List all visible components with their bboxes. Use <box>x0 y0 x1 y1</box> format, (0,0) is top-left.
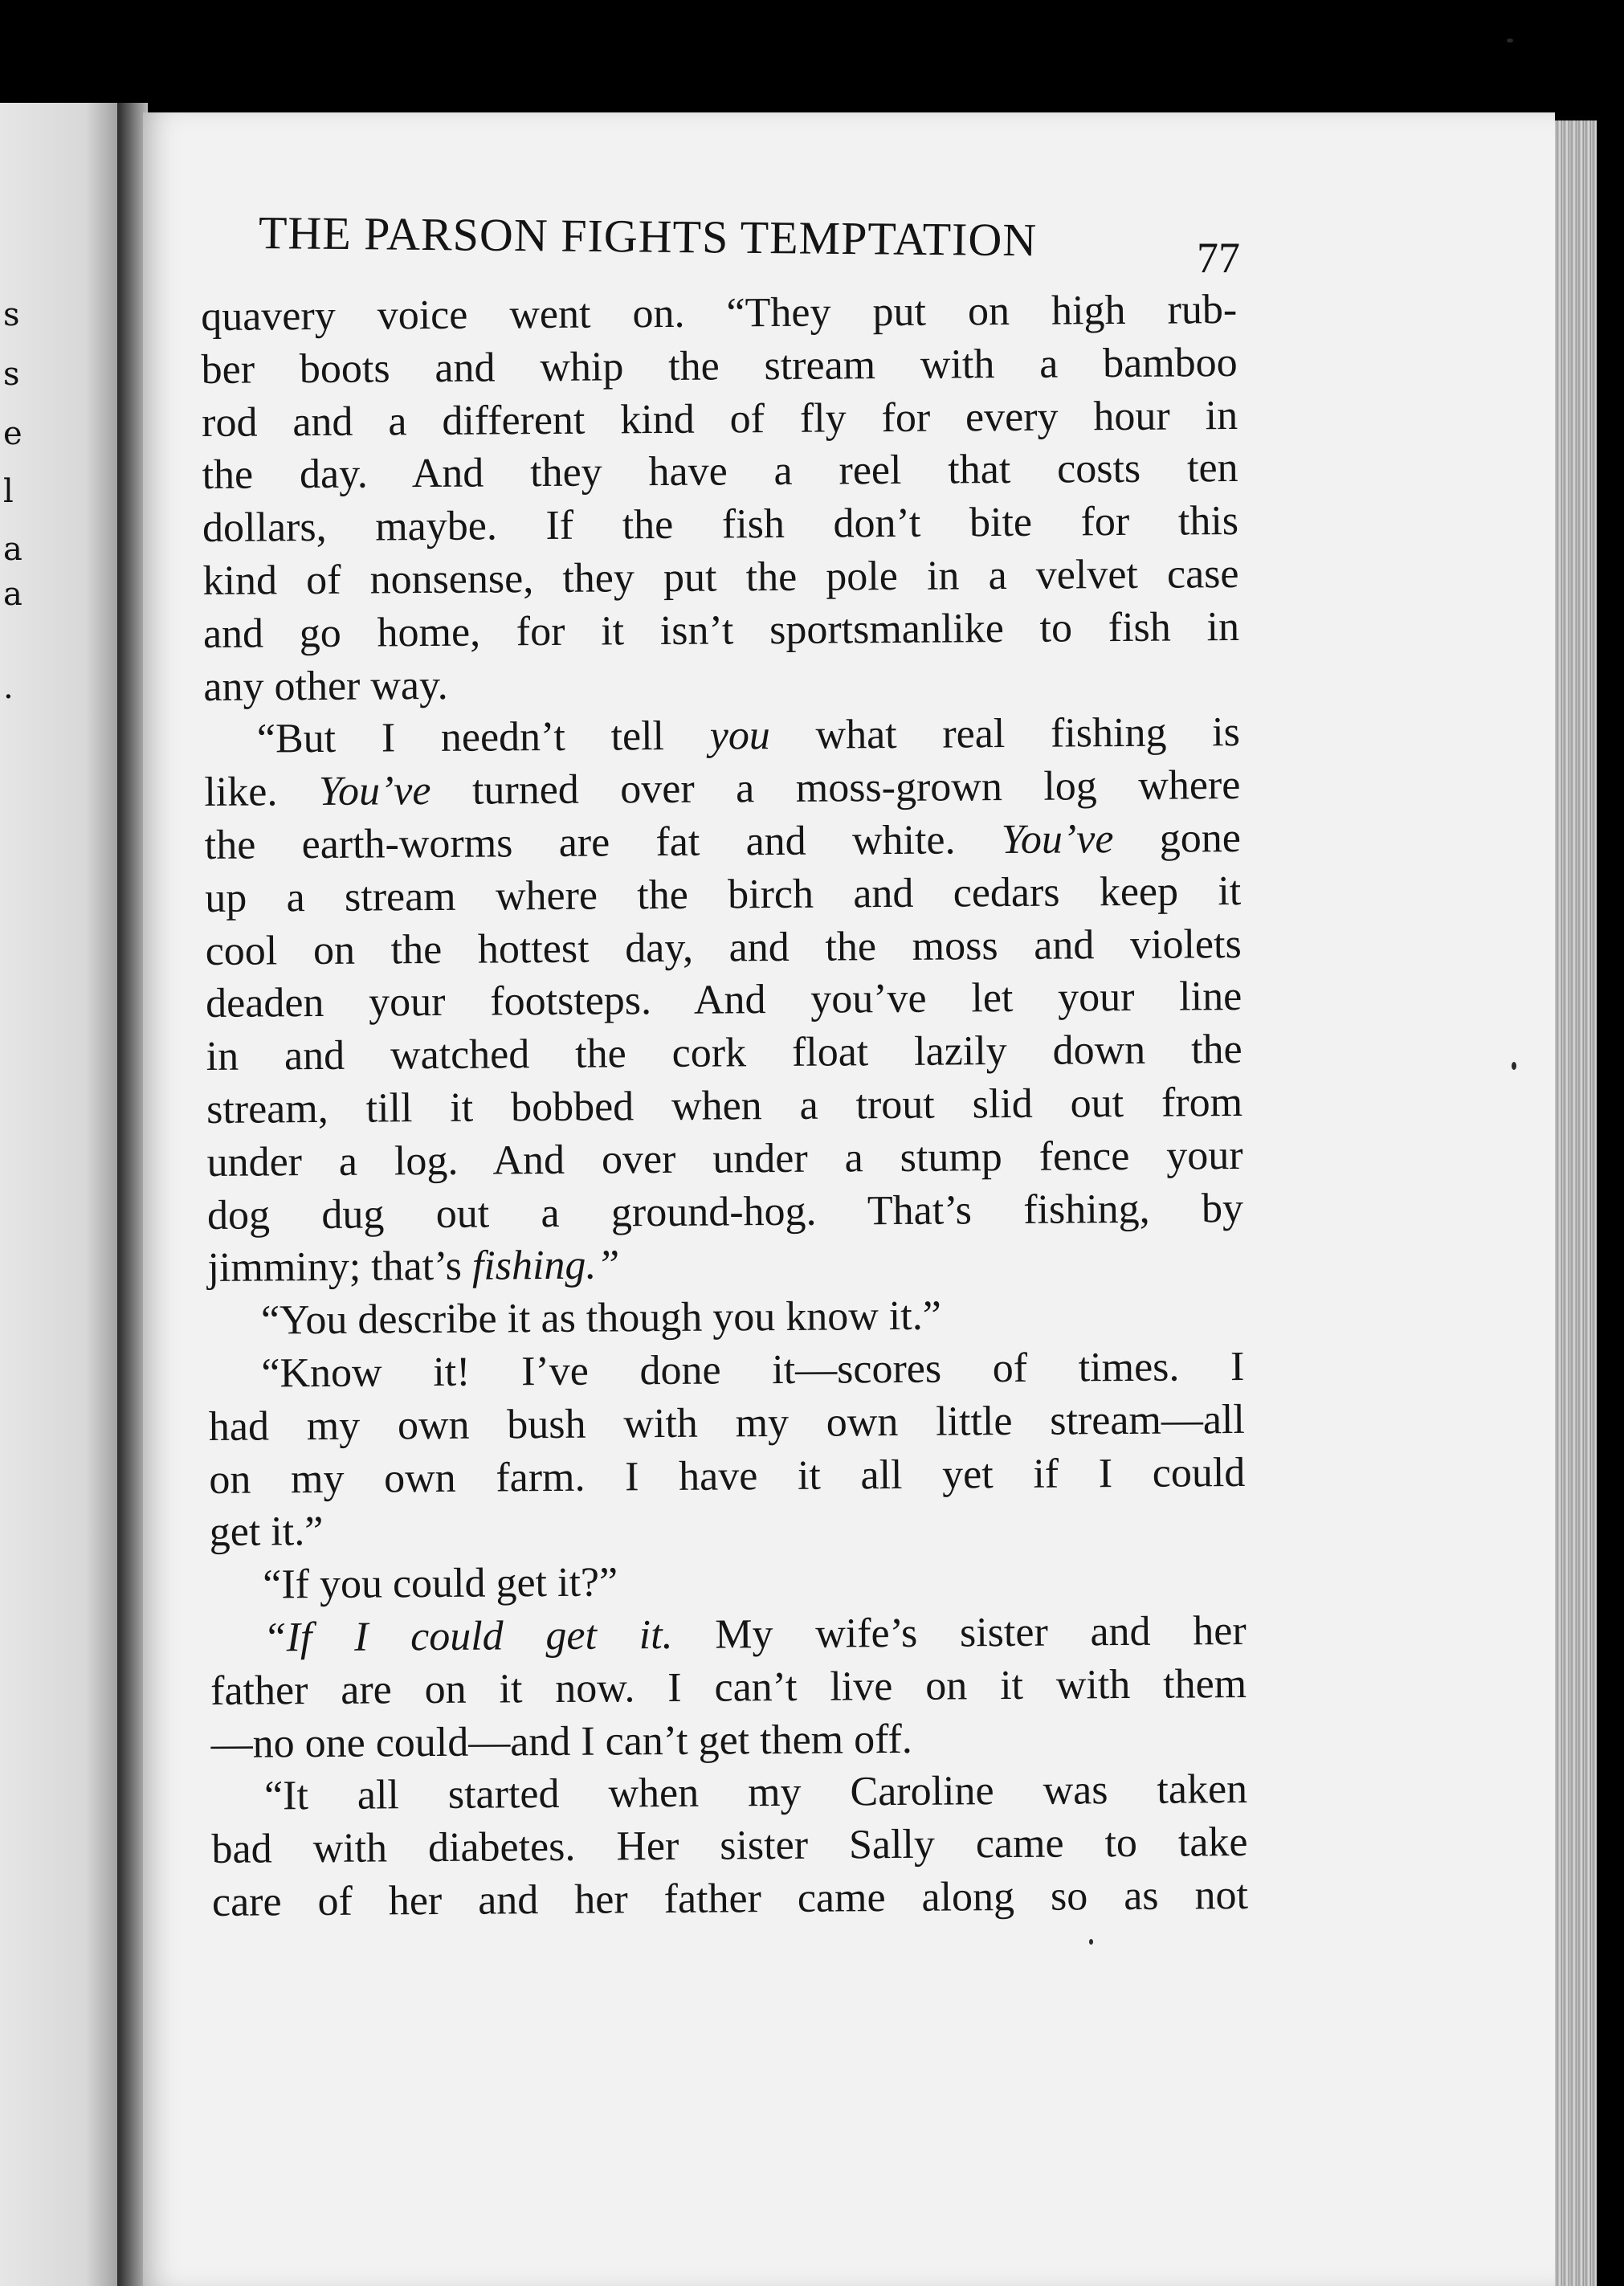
facing-page-glyph: e <box>3 415 22 452</box>
text-line <box>208 1288 1244 1348</box>
text-segment: “But I needn’t tell <box>256 712 710 762</box>
text-line <box>206 970 1242 1031</box>
text-line <box>206 1076 1242 1137</box>
text-line <box>203 654 1239 714</box>
text-segment: and go home, for it isn’t sportsmanlike to fish in <box>202 603 1240 657</box>
text-line <box>206 918 1242 978</box>
text-segment: deaden your footsteps. And you’ve let your line <box>205 974 1242 1027</box>
dust-speck <box>1507 39 1513 43</box>
text-segment: turned over a moss-grown log where <box>430 762 1241 814</box>
text-segment: stream, till it bobbed when a trout slid out from <box>206 1079 1243 1133</box>
text-segment: get it.” <box>209 1508 324 1556</box>
text-segment: jimminy; that’s <box>207 1243 473 1292</box>
text-segment: the earth-worms are fat and white. <box>204 817 1002 868</box>
text-segment: cool on the hottest day, and the moss and violets <box>205 921 1242 974</box>
text-line <box>205 865 1241 925</box>
text-segment: dollars, maybe. If the fish don’t bite for this <box>202 498 1239 552</box>
facing-page-edge <box>0 103 122 2286</box>
text-line <box>205 812 1241 872</box>
text-segment: —no one could—and I can’t get them off. <box>210 1716 912 1767</box>
facing-page-glyph: a <box>3 576 22 613</box>
text-line <box>212 1869 1248 1929</box>
text-line <box>210 1552 1246 1612</box>
dust-speck <box>1089 1939 1093 1945</box>
text-segment: “If you could get it?” <box>263 1559 618 1608</box>
text-line <box>209 1394 1245 1454</box>
text-segment: ber boots and whip the stream with a bamboo <box>201 339 1238 393</box>
text-line <box>211 1816 1247 1876</box>
dust-speck <box>1512 1062 1516 1070</box>
text-line <box>202 548 1238 608</box>
text-segment: dog dug out a ground-hog. That’s fishing, by <box>206 1185 1244 1239</box>
facing-page-glyph: s <box>3 356 20 393</box>
facing-page-glyph: . <box>3 669 14 706</box>
italic-text: You’ve <box>1001 816 1114 863</box>
text-segment: any other way. <box>203 662 448 710</box>
text-segment: “It all started when my Caroline was taken <box>263 1766 1248 1819</box>
text-line <box>206 1129 1242 1190</box>
italic-text: “If I could get it. <box>263 1611 673 1661</box>
text-line <box>210 1710 1247 1770</box>
text-line <box>204 759 1240 819</box>
text-line <box>211 1763 1247 1823</box>
body-text <box>201 284 1248 1929</box>
text-line <box>201 337 1237 397</box>
text-line <box>207 1235 1243 1295</box>
text-line <box>210 1499 1246 1559</box>
text-segment: kind of nonsense, they put the pole in a velvet case <box>202 550 1239 604</box>
text-segment: up a stream where the birch and cedars keep it <box>205 867 1242 921</box>
text-segment: bad with diabetes. Her sister Sally came to take <box>211 1819 1248 1873</box>
text-line <box>202 495 1238 555</box>
text-segment: My wife’s sister and her <box>672 1607 1247 1658</box>
text-line <box>208 1341 1244 1401</box>
running-head: THE PARSON FIGHTS TEMPTATION <box>258 206 1038 267</box>
text-line <box>207 1182 1243 1243</box>
text-segment: what real fishing is <box>769 709 1241 759</box>
facing-page-glyph: s <box>3 296 20 333</box>
text-segment: had my own bush with my own little stream—all <box>208 1396 1246 1450</box>
text-segment: quavery voice went on. “They put on high rub- <box>201 286 1238 340</box>
page-number: 77 <box>1197 234 1240 282</box>
text-line <box>204 706 1240 766</box>
italic-text: you <box>709 712 771 759</box>
text-line <box>202 390 1238 450</box>
text-line <box>209 1446 1245 1506</box>
text-segment: like. <box>204 769 320 816</box>
text-segment: the day. And they have a reel that costs ten <box>202 445 1238 499</box>
italic-text: fishing.” <box>471 1242 620 1290</box>
text-line <box>201 284 1237 344</box>
text-segment: on my own farm. I have it all yet if I could <box>209 1449 1246 1503</box>
text-line <box>203 601 1239 661</box>
text-line <box>210 1658 1247 1718</box>
facing-page-glyph: l <box>3 473 14 510</box>
text-line <box>210 1605 1246 1665</box>
text-segment: “Know it! I’ve done it—scores of times. I <box>261 1343 1245 1397</box>
text-segment: rod and a different kind of fly for every hour in <box>201 392 1238 446</box>
text-segment: gone <box>1113 814 1241 863</box>
text-segment: under a log. And over under a stump fence your <box>206 1132 1243 1186</box>
page-stack-edge <box>1555 120 1597 2286</box>
text-segment: “You describe it as though you know it.” <box>260 1292 941 1344</box>
text-line <box>206 1023 1242 1084</box>
text-segment: father are on it now. I can’t live on it with them <box>210 1660 1247 1714</box>
text-segment: care of her and her father came along so as not <box>211 1872 1249 1925</box>
text-line <box>202 442 1238 502</box>
facing-page-glyph: a <box>3 531 22 568</box>
italic-text: You’ve <box>318 768 431 815</box>
text-segment: in and watched the cork float lazily down the <box>206 1027 1242 1080</box>
